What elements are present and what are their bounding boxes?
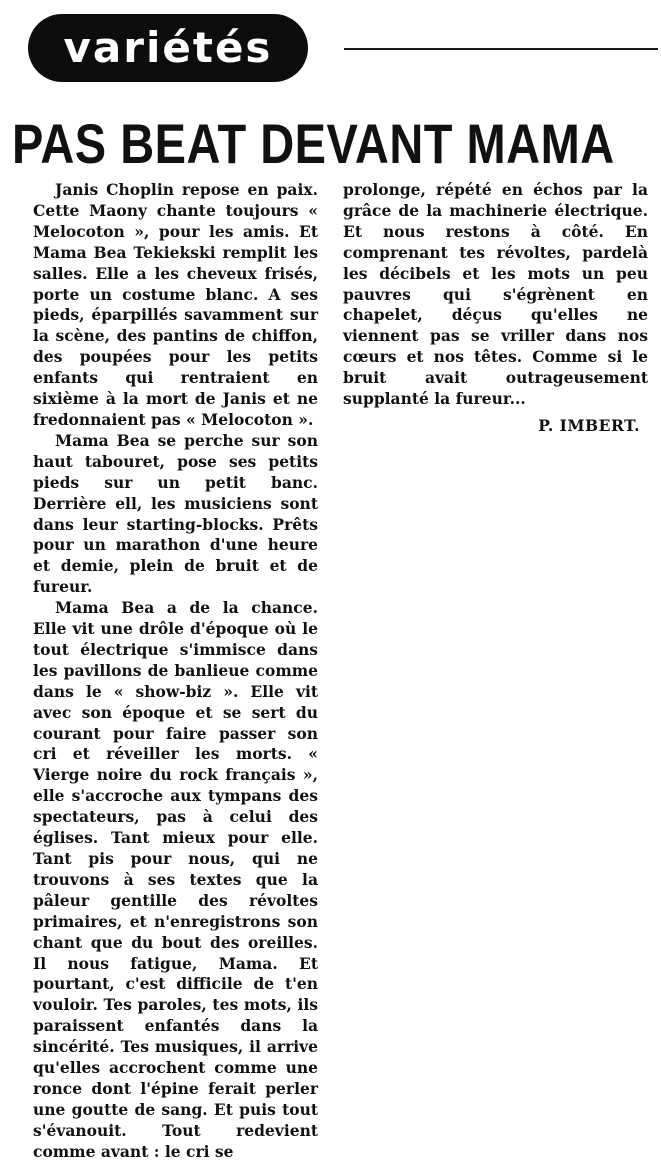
- article-paragraph: Mama Bea se perche sur son haut tabouret, pose ses petits pieds sur un petit banc. Derrière ell, les musiciens sont dans leur starting-blocks. Prêts pour un marathon d'une heure et demie, plein de bruit et de fureur.: [33, 430, 318, 597]
- article-column-left: [33, 180, 318, 1163]
- article-paragraph: Mama Bea a de la chance. Elle vit une drôle d'époque où le tout électrique s'immisce dans les pavillons de banlieue comme dans le « show-biz ». Elle vit avec son époque et se sert du courant pour faire passer son cri et réveiller les morts. « Vierge noire du rock français », elle s'accroche aux tympans des spectateurs, pas à celui des églises. Tant mieux pour elle. Tant pis pour nous, qui ne trouvons à ses textes que la pâleur gentille des révoltes primaires, et n'enregistrons son chant que du bout des oreilles. Il nous fatigue, Mama. Et pourtant, c'est difficile de t'en vouloir. Tes paroles, tes mots, ils paraissent enfantés dans la sincérité. Tes musiques, il arrive qu'elles accrochent comme une ronce dont l'épine ferait perler une goutte de sang. Et puis tout s'évanouit. Tout redevient comme avant : le cri se: [33, 598, 318, 1161]
- article-paragraph: Janis Choplin repose en paix. Cette Maony chante toujours « Melocoton », pour les amis. Et Mama Bea Tekiekski remplit les salles. Elle a les cheveux frisés, porte un costume blanc. A ses pieds, éparpillés savamment sur la scène, des pantins de chiffon, des poupées pour les petits enfants qui rentraient en sixième à la mort de Janis et ne fredonnaient pas « Melocoton ».: [33, 180, 318, 429]
- article-paragraph: prolonge, répété en échos par la grâce de la machinerie électrique. Et nous restons à côté. En comprenant tes révoltes, pardelà les décibels et les mots un peu pauvres qui s'égrènent en chapelet, déçus qu'elles ne viennent pas se vriller dans nos cœurs et nos têtes. Comme si le bruit avait outrageusement supplanté la fureur...: [343, 180, 648, 409]
- article-headline: PAS BEAT DEVANT MAMA: [12, 112, 615, 175]
- header-rule: [344, 48, 658, 50]
- article-byline: P. IMBERT.: [538, 415, 640, 435]
- section-rubric: variétés: [28, 14, 308, 82]
- article-column-right: [343, 180, 648, 437]
